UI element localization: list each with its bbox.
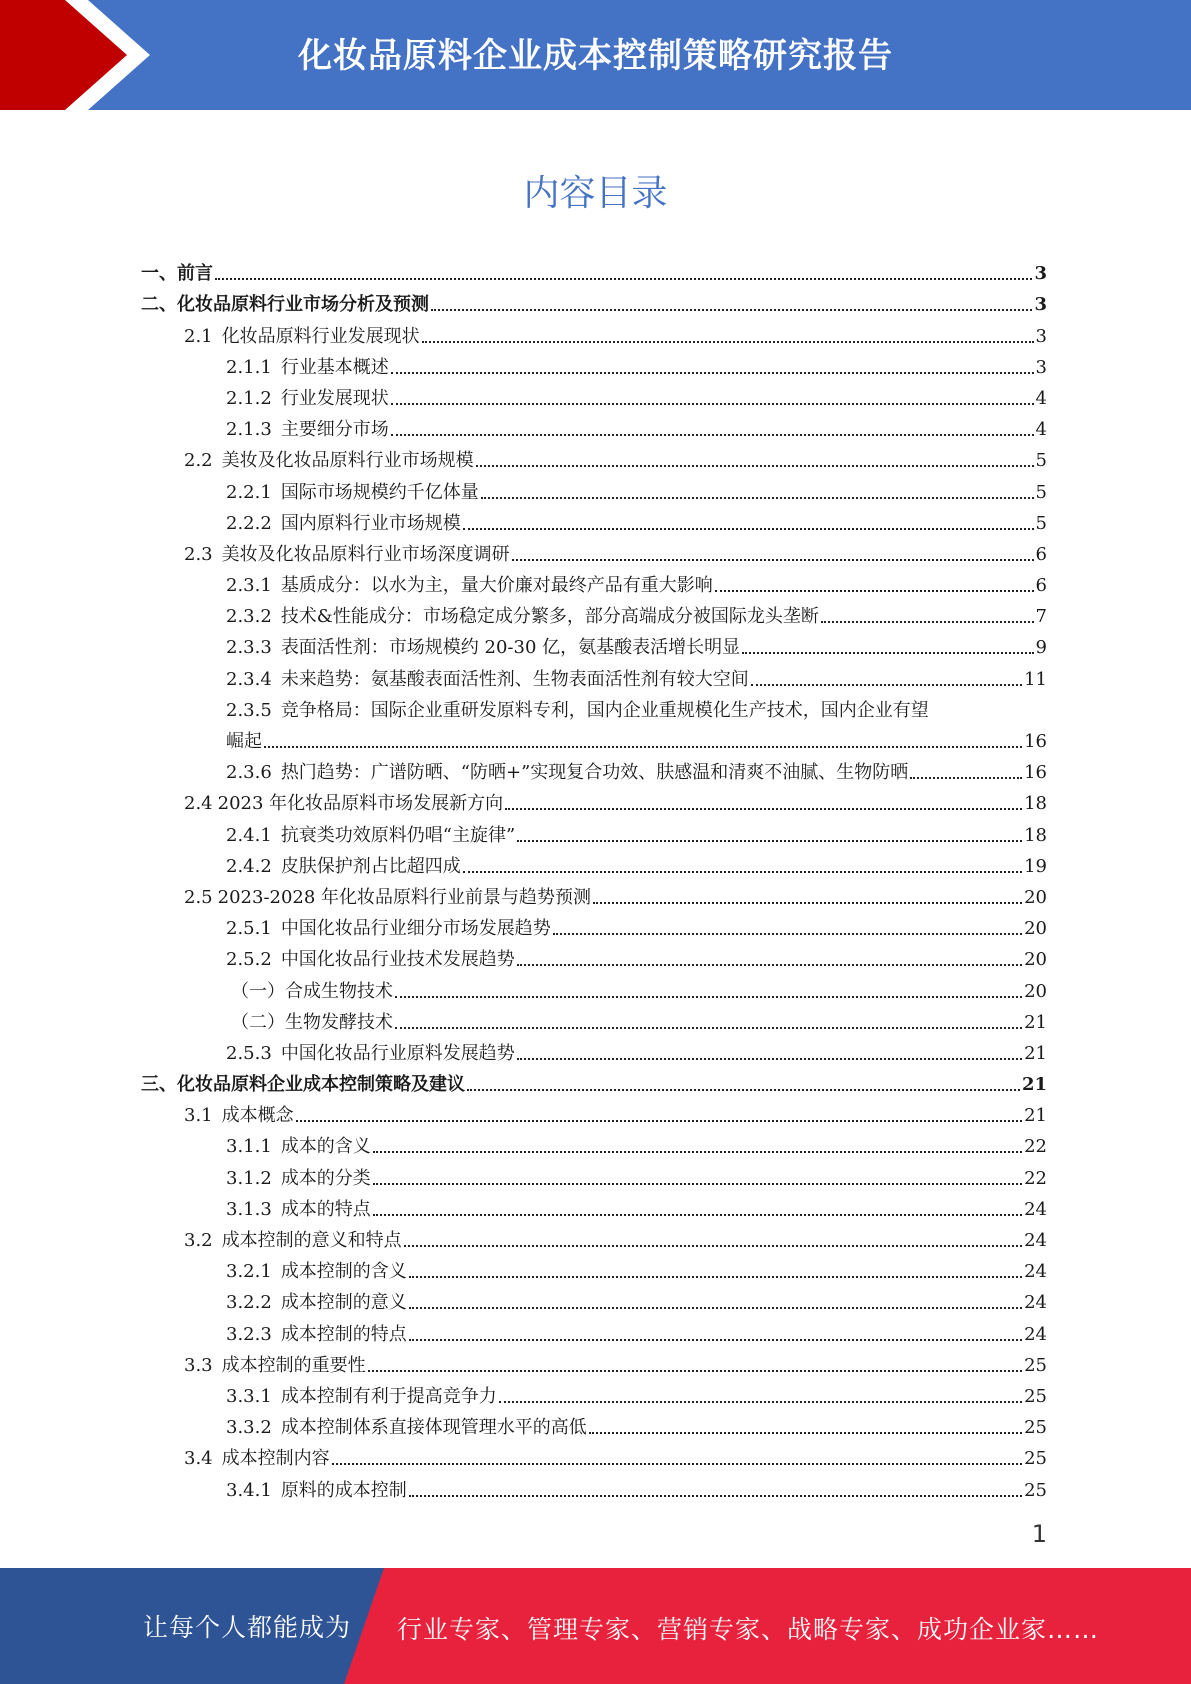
- toc-entry[interactable]: [141, 722, 1047, 753]
- toc-entry[interactable]: [141, 1003, 1047, 1034]
- toc-entry-label: 皮肤保护剂占比超四成: [280, 855, 461, 877]
- toc-dot-leader: [373, 1214, 1022, 1216]
- toc-dot-leader: [391, 372, 1034, 374]
- toc-entry[interactable]: [141, 379, 1047, 410]
- toc-entry-page: 4: [1035, 419, 1047, 441]
- toc-entry[interactable]: [141, 1470, 1047, 1501]
- toc-entry[interactable]: [141, 909, 1047, 940]
- toc-dot-leader: [499, 1401, 1022, 1403]
- toc-entry[interactable]: [141, 316, 1047, 347]
- toc-entry-page: 21: [1024, 1105, 1047, 1127]
- toc-entry[interactable]: [141, 753, 1047, 784]
- toc-entry-page: 22: [1024, 1167, 1047, 1189]
- toc-entry-number: 3.3.2: [226, 1417, 272, 1439]
- toc-entry-page: 3: [1034, 294, 1047, 316]
- toc-entry-number: 2.5.1: [226, 918, 272, 940]
- toc-entry-label: 表面活性剂：市场规模约 20-30 亿，氨基酸表活增长明显: [280, 637, 741, 659]
- toc-entry-number: 2.3.1: [226, 575, 272, 597]
- toc-entry-page: 6: [1035, 575, 1047, 597]
- toc-dot-leader: [395, 1027, 1022, 1029]
- toc-entry-number: 2.4.2: [226, 855, 272, 877]
- toc-entry[interactable]: [141, 1314, 1047, 1345]
- header-banner: [0, 0, 1191, 110]
- footer-slogan-left: 让每个人都能成为: [143, 1613, 352, 1642]
- toc-entry[interactable]: [141, 847, 1047, 878]
- toc-entry-label: 中国化妆品行业技术发展趋势: [280, 949, 515, 971]
- toc-entry[interactable]: [141, 472, 1047, 503]
- toc-entry[interactable]: [141, 410, 1047, 441]
- toc-entry-label: 热门趋势：广谱防晒、“防晒+”实现复合功效、肤感温和清爽不油腻、生物防晒: [280, 762, 909, 784]
- toc-entry-number: 2.3.5: [226, 699, 272, 721]
- toc-entry-page: 7: [1035, 606, 1047, 628]
- toc-entry-page: 25: [1024, 1479, 1047, 1501]
- toc-dot-leader: [517, 964, 1022, 966]
- toc-entry-page: 19: [1024, 855, 1047, 877]
- toc-entry-label: 抗衰类功效原料仍唱“主旋律”: [280, 824, 516, 846]
- toc-dot-leader: [296, 1120, 1022, 1122]
- toc-entry-label: 2023-2028 年化妆品原料行业前景与趋势预测: [217, 886, 592, 908]
- toc-entry[interactable]: [141, 285, 1047, 316]
- toc-entry-page: 11: [1024, 668, 1047, 690]
- toc-dot-leader: [215, 278, 1032, 280]
- toc-entry-number: 3.1.1: [226, 1136, 272, 1158]
- toc-entry-label: 国内原料行业市场规模: [280, 512, 461, 534]
- toc-entry-number: 一、: [141, 263, 177, 285]
- toc-entry-number: 2.1.3: [226, 419, 272, 441]
- toc-dot-leader: [395, 996, 1022, 998]
- toc-entry-page: 21: [1024, 1042, 1047, 1064]
- toc-entry-page: 24: [1024, 1198, 1047, 1220]
- toc-dot-leader: [751, 684, 1022, 686]
- toc-entry-number: 2.5.3: [226, 1042, 272, 1064]
- toc-dot-leader: [404, 1245, 1022, 1247]
- toc-dot-leader: [742, 652, 1033, 654]
- toc-entry-label: 原料的成本控制: [280, 1479, 407, 1501]
- toc-entry[interactable]: [141, 1252, 1047, 1283]
- toc-entry-page: 4: [1035, 387, 1047, 409]
- toc-entry-number: 3.4.1: [226, 1479, 272, 1501]
- toc-entry-number: 3.2.2: [226, 1292, 272, 1314]
- toc-entry[interactable]: [141, 566, 1047, 597]
- toc-entry[interactable]: [141, 628, 1047, 659]
- toc-entry-page: 5: [1035, 450, 1047, 472]
- toc-entry-label: 前言: [177, 263, 213, 285]
- toc-entry-label: 国际市场规模约千亿体量: [280, 481, 479, 503]
- toc-entry-number: 3.2.3: [226, 1323, 272, 1345]
- toc-entry-number: 3.1.3: [226, 1198, 272, 1220]
- toc-entry-number: 3.3.1: [226, 1385, 272, 1407]
- toc-entry-label: 成本概念: [221, 1105, 294, 1127]
- toc-entry[interactable]: [141, 348, 1047, 379]
- toc-heading: 内容目录: [523, 173, 668, 214]
- toc-entry-page: 25: [1024, 1448, 1047, 1470]
- toc-entry-number: 2.4.1: [226, 824, 272, 846]
- toc-entry-label: 成本控制的意义: [280, 1292, 407, 1314]
- toc-entry[interactable]: [141, 1377, 1047, 1408]
- toc-entry-label: 行业发展现状: [280, 387, 389, 409]
- toc-entry-number: 2.5: [184, 886, 213, 908]
- toc-entry-label: 美妆及化妆品原料行业市场深度调研: [221, 543, 510, 565]
- toc-dot-leader: [373, 1183, 1022, 1185]
- toc-entry-page: 24: [1024, 1323, 1047, 1345]
- toc-entry-label: 成本控制的含义: [280, 1261, 407, 1283]
- toc-entry-number: 2.1.2: [226, 387, 272, 409]
- toc-entry[interactable]: [141, 535, 1047, 566]
- toc-entry-page: 16: [1024, 762, 1047, 784]
- toc-entry-page: 22: [1024, 1136, 1047, 1158]
- toc-entry-page: 3: [1034, 263, 1047, 285]
- toc-entry-page: 21: [1021, 1074, 1047, 1096]
- footer-banner: [0, 1568, 1191, 1684]
- toc-entry-label: 化妆品原料行业发展现状: [221, 325, 420, 347]
- toc-entry[interactable]: [141, 254, 1047, 285]
- page-number: 1: [1031, 1520, 1047, 1548]
- toc-entry[interactable]: [141, 441, 1047, 472]
- toc-entry-page: 6: [1035, 543, 1047, 565]
- toc-entry[interactable]: [141, 597, 1047, 628]
- table-of-contents: [141, 254, 1047, 1502]
- toc-entry-number: 2.1: [184, 325, 213, 347]
- toc-entry-number: 2.3.3: [226, 637, 272, 659]
- toc-entry[interactable]: [141, 1346, 1047, 1377]
- toc-entry-number: 2.5.2: [226, 949, 272, 971]
- toc-entry-label: 成本的含义: [280, 1136, 371, 1158]
- toc-entry-number: 二、: [141, 294, 177, 316]
- toc-dot-leader: [476, 465, 1034, 467]
- toc-entry-page: 5: [1035, 481, 1047, 503]
- toc-entry-page: 21: [1024, 1011, 1047, 1033]
- toc-dot-leader: [593, 902, 1022, 904]
- toc-dot-leader: [715, 590, 1034, 592]
- toc-dot-leader: [409, 1276, 1022, 1278]
- toc-dot-leader: [264, 746, 1022, 748]
- toc-entry-page: 18: [1024, 824, 1047, 846]
- toc-entry-number: 2.1.1: [226, 356, 272, 378]
- toc-entry-label: 成本控制体系直接体现管理水平的高低: [280, 1417, 587, 1439]
- toc-entry-label: 中国化妆品行业细分市场发展趋势: [280, 918, 551, 940]
- toc-dot-leader: [332, 1463, 1022, 1465]
- toc-dot-leader: [463, 871, 1022, 873]
- toc-entry[interactable]: [141, 1221, 1047, 1252]
- toc-entry-page: 3: [1035, 356, 1047, 378]
- toc-entry-label: 技术&性能成分：市场稳定成分繁多，部分高端成分被国际龙头垄断: [280, 606, 819, 628]
- toc-dot-leader: [553, 933, 1022, 935]
- toc-entry[interactable]: [141, 971, 1047, 1002]
- toc-entry-page: 24: [1024, 1292, 1047, 1314]
- toc-dot-leader: [481, 497, 1034, 499]
- toc-entry[interactable]: [141, 1127, 1047, 1158]
- toc-entry-label: 中国化妆品行业原料发展趋势: [280, 1042, 515, 1064]
- toc-dot-leader: [463, 528, 1034, 530]
- toc-entry[interactable]: [141, 815, 1047, 846]
- toc-dot-leader: [910, 777, 1022, 779]
- toc-entry[interactable]: [141, 659, 1047, 690]
- toc-entry-label: 成本控制的特点: [280, 1323, 407, 1345]
- toc-entry-label: 成本控制的重要性: [221, 1354, 366, 1376]
- toc-entry-number: 2.4: [184, 793, 213, 815]
- toc-entry[interactable]: [141, 784, 1047, 815]
- toc-entry-label: 行业基本概述: [280, 356, 389, 378]
- toc-entry-page: 5: [1035, 512, 1047, 534]
- toc-entry-label: 美妆及化妆品原料行业市场规模: [221, 450, 474, 472]
- toc-entry-number: 3.2: [184, 1230, 213, 1251]
- toc-entry-label: 崛起: [226, 731, 262, 752]
- toc-dot-leader: [517, 1058, 1022, 1060]
- toc-entry-label: 化妆品原料企业成本控制策略及建议: [177, 1074, 465, 1096]
- report-title: 化妆品原料企业成本控制策略研究报告: [298, 36, 893, 76]
- toc-entry-label: 成本控制内容: [221, 1448, 330, 1470]
- toc-dot-leader: [821, 621, 1034, 623]
- toc-entry-number: 3.4: [184, 1448, 213, 1470]
- toc-dot-leader: [422, 341, 1034, 343]
- toc-dot-leader: [409, 1307, 1022, 1309]
- toc-dot-leader: [368, 1370, 1022, 1372]
- toc-dot-leader: [391, 434, 1034, 436]
- toc-entry-page: 20: [1024, 918, 1047, 940]
- toc-entry-label: 2023 年化妆品原料市场发展新方向: [217, 793, 504, 815]
- toc-entry-label: 化妆品原料行业市场分析及预测: [177, 294, 429, 316]
- toc-entry[interactable]: [141, 1065, 1047, 1096]
- toc-entry-page: 20: [1024, 980, 1047, 1002]
- toc-entry[interactable]: [141, 1096, 1047, 1127]
- toc-entry-number: 2.2: [184, 450, 213, 472]
- toc-entry[interactable]: [141, 504, 1047, 535]
- toc-entry-label: 未来趋势：氨基酸表面活性剂、生物表面活性剂有较大空间: [280, 668, 749, 690]
- toc-dot-leader: [467, 1089, 1020, 1091]
- toc-entry-number: 3.1: [184, 1105, 213, 1127]
- toc-dot-leader: [431, 309, 1032, 311]
- toc-entry-page: 24: [1024, 1230, 1047, 1251]
- toc-entry-number: 2.2.2: [226, 512, 272, 534]
- toc-dot-leader: [391, 403, 1034, 405]
- toc-entry-page: 20: [1024, 886, 1047, 908]
- toc-entry-number: 三、: [141, 1074, 177, 1096]
- toc-entry[interactable]: [141, 878, 1047, 909]
- toc-entry[interactable]: [141, 1283, 1047, 1314]
- toc-entry-label: （一）合成生物技术: [231, 980, 393, 1002]
- toc-entry[interactable]: [141, 691, 1047, 722]
- toc-dot-leader: [409, 1495, 1022, 1497]
- toc-dot-leader: [517, 840, 1022, 842]
- toc-entry-page: 9: [1035, 637, 1047, 659]
- toc-entry-page: 25: [1024, 1385, 1047, 1407]
- toc-entry-number: 2.3.2: [226, 606, 272, 628]
- toc-entry-label: 基质成分：以水为主，量大价廉对最终产品有重大影响: [280, 575, 713, 597]
- toc-entry-label: （二）生物发酵技术: [231, 1011, 393, 1033]
- toc-entry-number: 3.1.2: [226, 1167, 272, 1189]
- toc-dot-leader: [409, 1339, 1022, 1341]
- toc-entry-page: 20: [1024, 949, 1047, 971]
- toc-dot-leader: [589, 1432, 1022, 1434]
- toc-entry[interactable]: [141, 1158, 1047, 1189]
- toc-entry-number: 2.3.4: [226, 668, 272, 690]
- toc-entry-page: 25: [1024, 1354, 1047, 1376]
- toc-entry-page: 24: [1024, 1261, 1047, 1283]
- toc-dot-leader: [512, 559, 1034, 561]
- toc-entry-label: 成本控制有利于提高竞争力: [280, 1385, 497, 1407]
- toc-entry-number: 3.2.1: [226, 1261, 272, 1283]
- toc-dot-leader: [373, 1151, 1022, 1153]
- toc-entry[interactable]: [141, 1034, 1047, 1065]
- toc-entry-page: 25: [1024, 1417, 1047, 1439]
- toc-entry[interactable]: [141, 1439, 1047, 1470]
- toc-entry-number: 2.3.6: [226, 762, 272, 784]
- toc-entry-page: 18: [1024, 793, 1047, 815]
- toc-entry[interactable]: [141, 1190, 1047, 1221]
- toc-entry-page: 16: [1024, 731, 1047, 752]
- toc-entry[interactable]: [141, 940, 1047, 971]
- toc-entry-label: 成本控制的意义和特点: [221, 1230, 402, 1251]
- toc-entry-label: 成本的特点: [280, 1198, 371, 1220]
- toc-entry-number: 2.2.1: [226, 481, 272, 503]
- footer-slogan-right: 行业专家、管理专家、营销专家、战略专家、成功企业家……: [397, 1615, 1100, 1644]
- toc-entry-number: 3.3: [184, 1354, 213, 1376]
- toc-entry[interactable]: [141, 1408, 1047, 1439]
- toc-entry-label: 竞争格局：国际企业重研发原料专利，国内企业重规模化生产技术，国内企业有望: [280, 699, 929, 721]
- toc-dot-leader: [505, 808, 1022, 810]
- toc-entry-number: 2.3: [184, 543, 213, 565]
- toc-entry-page: 3: [1035, 325, 1047, 347]
- toc-entry-label: 主要细分市场: [280, 419, 389, 441]
- toc-entry-label: 成本的分类: [280, 1167, 371, 1189]
